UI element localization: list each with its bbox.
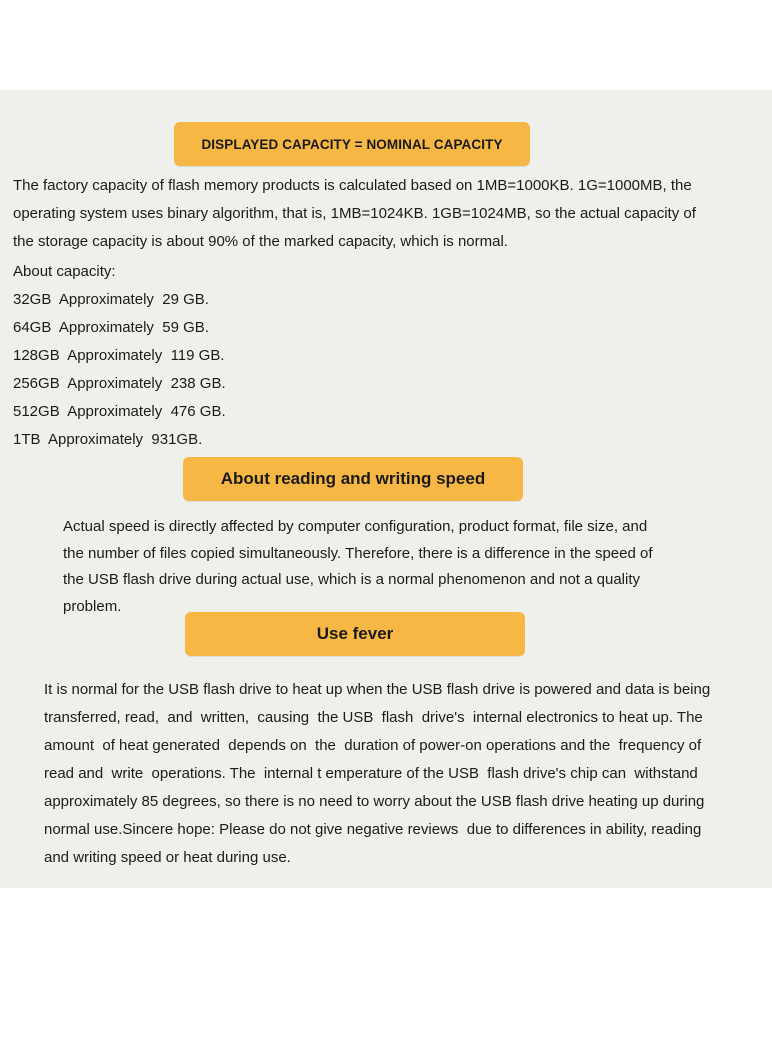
- capacity-item: 1TB Approximately 931GB.: [13, 431, 203, 448]
- capacity-item: 128GB Approximately 119 GB.: [13, 347, 225, 364]
- capacity-item: 512GB Approximately 476 GB.: [13, 403, 226, 420]
- text-line: It is normal for the USB flash drive to heat up when the USB flash drive is powered and data is being: [44, 681, 711, 698]
- capacity-item: 256GB Approximately 238 GB.: [13, 375, 226, 392]
- capacity-item: 64GB Approximately 59 GB.: [13, 319, 209, 336]
- text-line: problem.: [63, 597, 122, 615]
- speed-heading: About reading and writing speed: [183, 457, 523, 501]
- text-line: Actual speed is directly affected by computer configuration, product format, file size, and: [63, 518, 648, 535]
- fever-explanation: [44, 676, 710, 872]
- text-line: amount of heat generated depends on the duration of power-on operations and the frequency of: [44, 737, 702, 754]
- text-line: the number of files copied simultaneously. Therefore, there is a difference in the speed of: [63, 544, 653, 562]
- capacity-item: 32GB Approximately 29 GB.: [13, 291, 209, 308]
- speed-explanation: [63, 514, 653, 620]
- text-line: The factory capacity of flash memory products is calculated based on 1MB=1000KB. 1G=1000MB, the: [13, 177, 692, 194]
- capacity-intro: About capacity:: [13, 263, 116, 280]
- capacity-list: [13, 258, 226, 454]
- text-line: normal use.Sincere hope: Please do not give negative reviews due to differences in ability, reading: [44, 821, 702, 838]
- capacity-explanation: [13, 172, 696, 256]
- text-line: operating system uses binary algorithm, that is, 1MB=1024KB. 1GB=1024MB, so the actual capacity of: [13, 205, 696, 222]
- text-line: read and write operations. The internal t emperature of the USB flash drive's chip can withstand: [44, 765, 698, 782]
- text-line: approximately 85 degrees, so there is no need to worry about the USB flash drive heating up during: [44, 793, 705, 810]
- text-line: transferred, read, and written, causing the USB flash drive's internal electronics to heat up. The: [44, 709, 703, 726]
- text-line: the storage capacity is about 90% of the marked capacity, which is normal.: [13, 233, 508, 250]
- capacity-heading: DISPLAYED CAPACITY = NOMINAL CAPACITY: [174, 122, 530, 166]
- text-line: the USB flash drive during actual use, which is a normal phenomenon and not a quality: [63, 571, 641, 588]
- text-line: and writing speed or heat during use.: [44, 849, 291, 866]
- fever-heading: Use fever: [185, 612, 525, 656]
